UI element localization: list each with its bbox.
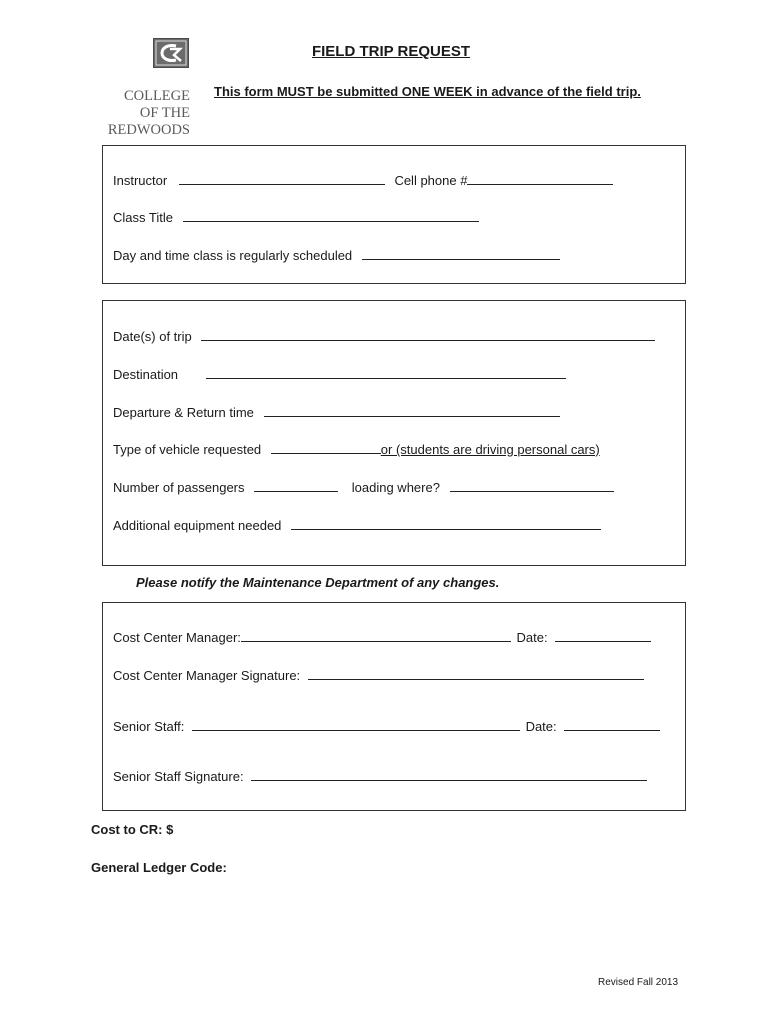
vehicle-type-field[interactable] [271, 441, 381, 454]
senior-date-label: Date: [525, 719, 557, 734]
revision-note: Revised Fall 2013 [598, 977, 679, 988]
vehicle-type-label: Type of vehicle requested [113, 442, 262, 457]
destination-label: Destination [113, 367, 179, 382]
senior-signature-label: Senior Staff Signature: [113, 769, 244, 784]
loading-field[interactable] [450, 479, 614, 492]
submission-notice: This form MUST be submitted ONE WEEK in advance of the field trip. [214, 84, 641, 99]
passengers-label: Number of passengers [113, 480, 245, 495]
senior-staff-label: Senior Staff: [113, 719, 185, 734]
cost-to-cr-label: Cost to CR: $ [91, 822, 174, 837]
equipment-field[interactable] [291, 517, 601, 530]
college-name [100, 88, 190, 139]
ccm-date-label: Date: [516, 630, 548, 645]
equipment-label: Additional equipment needed [113, 518, 282, 533]
senior-date-field[interactable] [564, 718, 660, 731]
cell-phone-field[interactable] [467, 172, 613, 185]
senior-staff-field[interactable] [192, 718, 520, 731]
trip-details-section [102, 300, 686, 566]
passengers-field[interactable] [254, 479, 338, 492]
cost-center-manager-field[interactable] [241, 629, 511, 642]
ccm-signature-label: Cost Center Manager Signature: [113, 668, 301, 683]
trip-dates-field[interactable] [201, 328, 655, 341]
instructor-label: Instructor [113, 173, 168, 188]
ccm-date-field[interactable] [555, 629, 651, 642]
departure-return-field[interactable] [264, 404, 560, 417]
departure-return-label: Departure & Return time [113, 405, 254, 420]
college-name-line1: COLLEGE [123, 88, 190, 104]
senior-signature-field[interactable] [251, 768, 647, 781]
college-name-line3: REDWOODS [107, 122, 190, 138]
instructor-section [102, 145, 686, 284]
destination-field[interactable] [206, 366, 566, 379]
ccm-signature-field[interactable] [308, 667, 644, 680]
cell-phone-label: Cell phone # [394, 173, 468, 188]
loading-label: loading where? [351, 480, 440, 495]
approval-section [102, 602, 686, 811]
form-title: FIELD TRIP REQUEST [311, 43, 471, 60]
general-ledger-label: General Ledger Code: [91, 860, 227, 875]
cost-center-manager-label: Cost Center Manager: [113, 630, 241, 645]
college-name-line2: OF THE [139, 105, 190, 121]
trip-dates-label: Date(s) of trip [113, 329, 192, 344]
class-title-label: Class Title [113, 210, 173, 225]
class-title-field[interactable] [183, 209, 479, 222]
instructor-field[interactable] [179, 172, 385, 185]
maintenance-note: Please notify the Maintenance Department of any changes. [136, 575, 500, 590]
schedule-label: Day and time class is regularly scheduled [113, 248, 353, 263]
personal-cars-option[interactable]: or (students are driving personal cars) [380, 442, 600, 457]
schedule-field[interactable] [362, 247, 560, 260]
